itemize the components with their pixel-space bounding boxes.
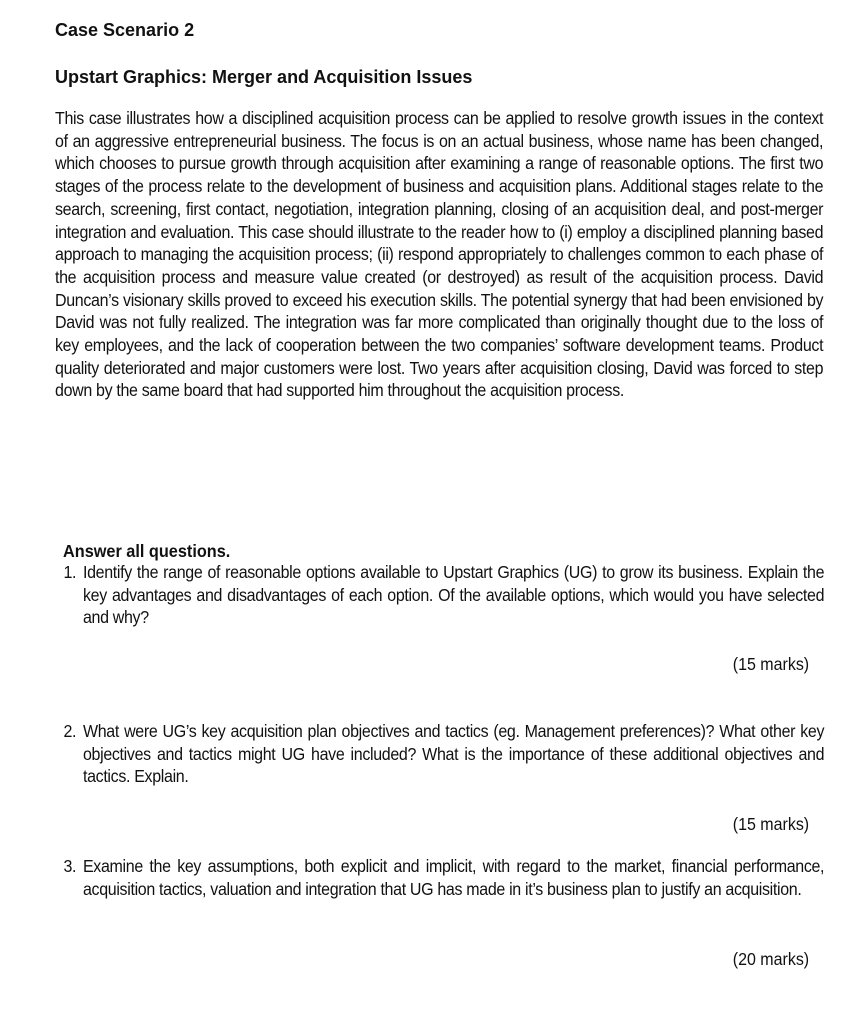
question-number: 2. [63, 721, 77, 741]
question-item [56, 720, 824, 788]
instructions-heading: Answer all questions. [63, 541, 231, 561]
question-item [56, 561, 824, 629]
question-number: 1. [63, 562, 77, 582]
question-marks: (15 marks) [732, 654, 809, 674]
question-item [56, 855, 824, 900]
question-body: What were UG’s key acquisition plan objectives and tactics (eg. Management preferences)? What other key objectives and tactics might UG have included? What is the importance of these additional objectives and tactics. Explain. [82, 721, 825, 787]
question-text [56, 855, 824, 900]
question-number: 3. [63, 856, 77, 876]
question-text [56, 720, 824, 788]
question-marks: (15 marks) [732, 814, 809, 834]
case-label-heading: Case Scenario 2 [55, 20, 195, 40]
question-body: Identify the range of reasonable options available to Upstart Graphics (UG) to grow its business. Explain the key advantages and disadvantages of each option. Of the available options, which would you have selected and why? [82, 562, 825, 628]
question-text [56, 561, 824, 629]
case-title-heading: Upstart Graphics: Merger and Acquisition Issues [55, 67, 473, 87]
intro-paragraph: This case illustrates how a disciplined acquisition process can be applied to resolve growth issues in the context of an aggressive entrepreneurial business. The focus is on an actual business, whose name has been changed, which chooses to pursue growth through acquisition after examining a range of reasonable options. The first two stages of the process relate to the development of business and acquisition plans. Additional stages relate to the search, screening, first contact, negotiation, integration planning, closing of an acquisition deal, and post-merger integration and evaluation. This case should illustrate to the reader how to (i) employ a disciplined planning based approach to managing the acquisition process; (ii) respond appropriately to challenges common to each phase of the acquisition process and measure value created (or destroyed) as result of the acquisition process. David Duncan’s visionary skills proved to exceed his execution skills. The potential synergy that had been envisioned by David was not fully realized. The integration was far more complicated than originally thought due to the loss of key employees, and the lack of cooperation between the two companies’ software development teams. Product quality deteriorated and major customers were lost. Two years after acquisition closing, David was forced to step down by the same board that had supported him throughout the acquisition process. [55, 108, 824, 401]
question-body: Examine the key assumptions, both explicit and implicit, with regard to the market, financial performance, acquisition tactics, valuation and integration that UG has made in it’s business plan to justify an acquisition. [82, 856, 825, 899]
question-marks: (20 marks) [732, 949, 809, 969]
